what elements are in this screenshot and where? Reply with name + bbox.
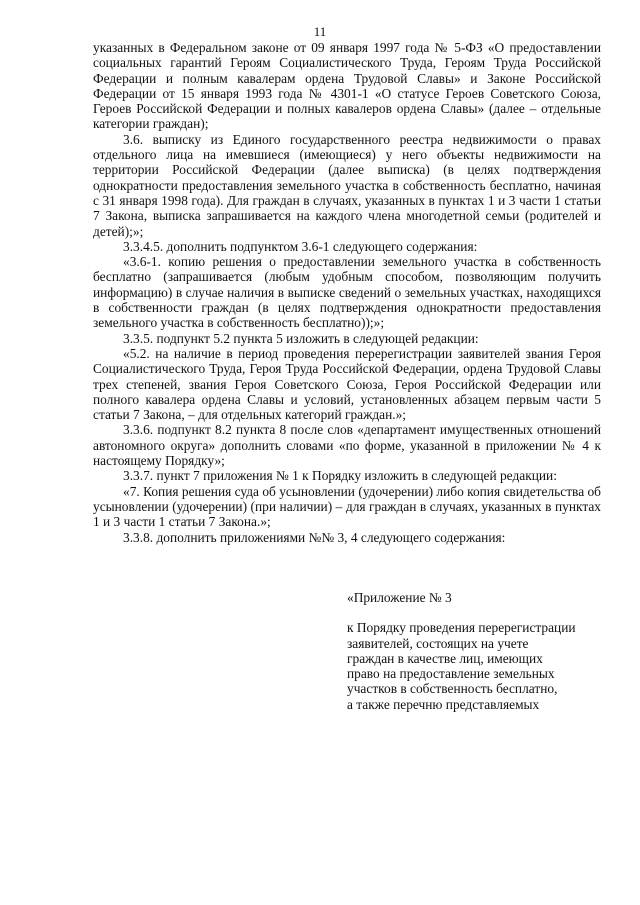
paragraph: «7. Копия решения суда об усыновлении (удочерении) либо копия свидетельства об усыновлении (удочерении) (при наличии) – для граждан в случаях, указанных в пунктах 1 и 3 части 1 статьи 7 Закона.»; — [93, 483, 601, 530]
appendix-line: заявителей, состоящих на учете — [347, 635, 529, 651]
appendix-line: право на предоставление земельных — [347, 666, 555, 682]
paragraph: 3.6. выписку из Единого государственного реестра недвижимости о правах отдельного лица на имевшиеся (имеющиеся) у него объекты недвижимости на территории Российской Федерации (далее выписка) (в целях подтверждения однократности предоставления земельного участка в собственность бесплатно, начиная с 31 января 1998 года). Для граждан в случаях, указанных в пунктах 1 и 3 части 1 статьи 7 Закона, выписка запрашивается на каждого члена многодетной семьи (родителей и детей);»; — [93, 131, 601, 239]
paragraph: 3.3.8. дополнить приложениями №№ 3, 4 следующего содержания: — [123, 529, 506, 545]
appendix-title: «Приложение № 3 — [347, 590, 452, 605]
paragraph: 3.3.7. пункт 7 приложения № 1 к Порядку изложить в следующей редакции: — [123, 468, 557, 484]
paragraph: указанных в Федеральном законе от 09 января 1997 года № 5-ФЗ «О предоставлении социальных гарантий Героям Социалистического Труда, Героям Труда Российской Федерации и полным кавалерам ордена Трудовой Славы» и Законе Российской Федерации от 15 января 1993 года № 4301-1 «О статусе Героев Советского Союза, Героев Российской Федерации и полных кавалеров ордена Славы» (далее – отдельные категории граждан); — [93, 40, 601, 132]
paragraph: 3.3.6. подпункт 8.2 пункта 8 после слов «департамент имущественных отношений автономного округа» дополнить словами «по форме, указанной в приложении № 4 к настоящему Порядку»; — [93, 422, 601, 469]
paragraph: 3.3.4.5. дополнить подпунктом 3.6-1 следующего содержания: — [123, 238, 478, 254]
paragraph: «3.6-1. копию решения о предоставлении земельного участка в собственность бесплатно (запрашивается (любым удобным способом, позволяющим получить информацию) в случае наличия в выписке сведений о земельных участках, находящихся в собственности граждан (в целях подтверждения однократности предоставления земельного участка в собственность бесплатно));»; — [93, 254, 601, 331]
appendix-line: граждан в качестве лиц, имеющих — [347, 650, 543, 666]
appendix-lines — [347, 620, 617, 712]
appendix-line: к Порядку проведения перерегистрации — [347, 620, 576, 636]
appendix-header — [347, 590, 617, 712]
page-number: 11 — [313, 24, 327, 39]
paragraph: 3.3.5. подпункт 5.2 пункта 5 изложить в следующей редакции: — [123, 330, 479, 346]
document-body — [93, 40, 601, 545]
appendix-line: участков в собственность бесплатно, — [347, 681, 558, 697]
appendix-line: а также перечню представляемых — [347, 696, 540, 712]
paragraph: «5.2. на наличие в период проведения перерегистрации заявителей звания Героя Социалистического Труда, Героя Труда Российской Федерации, ордена Трудовой Славы трех степеней, звания Героя Советского Союза, Героя Российской Федерации или полного кавалера ордена Славы и условий, установленных абзацем первым части 5 статьи 7 Закона, – для отдельных категорий граждан.»; — [93, 345, 601, 423]
